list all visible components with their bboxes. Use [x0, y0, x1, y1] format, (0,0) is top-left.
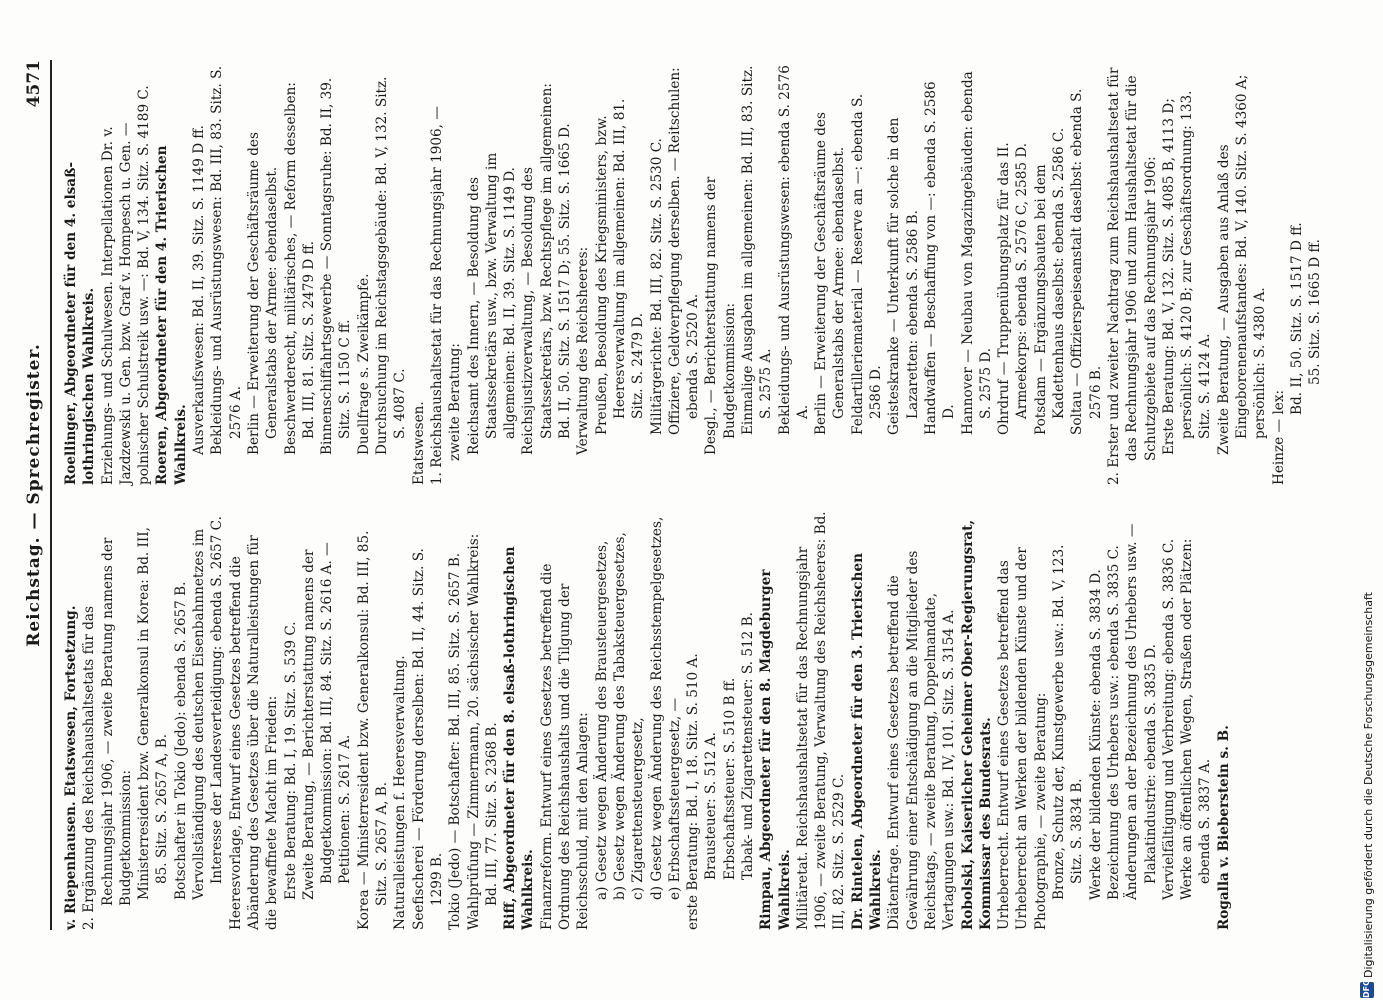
register-entry: Beschwerderecht, militärisches, — Reform desselben: Bd. III, 81. Sitz. S. 2479 D ff.	[282, 82, 317, 455]
register-entry: Roeren, Abgeordneter für den 4. Trierischen Wahlkreis.	[154, 145, 189, 485]
right-column	[62, 65, 1324, 485]
register-entry: Vervollständigung des deutschen Eisenbahnnetzes im Interesse der Landesverteidigung: ebenda S. 2657 C.	[191, 516, 226, 900]
register-entry: e) Erbschaftssteuergesetz, —	[666, 697, 683, 900]
footer-strip	[1356, 0, 1383, 1000]
register-entry: Etatswesen.	[410, 401, 427, 485]
register-entry: Soltau — Offizierspeiseanstalt daselbst: ebenda S. 2576 B.	[1069, 88, 1104, 435]
header-rule	[50, 60, 52, 930]
register-entry: Berlin — Erweiterung der Geschäftsräume des Generalstabs der Armee: ebendaselbst.	[813, 112, 848, 435]
register-entry: c) Zigarettensteuergesetz,	[630, 717, 647, 900]
register-entry: Feldartilleriematerial — Reserve an —: ebenda S. 2586 D.	[849, 93, 885, 435]
register-entry: Seefischerei — Förderung derselben: Bd. II, 44. Sitz. S. 1299 B.	[410, 548, 445, 930]
register-entry: Werke der bildenden Künste: ebenda S. 3834 D.	[1087, 569, 1104, 900]
register-entry: Erziehungs- und Schulwesen. Interpellationen Dr. v. Jazdzewski u. Gen. bzw. Graf v. Hompesch u. Gen. — polnischer Schulstreik usw. —: Bd. V, 134. Sitz. S. 4189 C.	[99, 85, 153, 485]
register-entry: d) Gesetz wegen Änderung des Reichsstempelgesetzes,	[648, 516, 665, 900]
register-entry: 1. Reichshaushaltsetat für das Rechnungsjahr 1906, — zweite Beratung:	[428, 106, 464, 485]
register-entry: Erbschaftssteuer: S. 510 B ff.	[721, 677, 738, 880]
register-entry: Ministerresident bzw. Generalkonsul in Korea: Bd. III, 85. Sitz. S. 2657 A, B.	[136, 527, 171, 900]
register-entry: Heinze — lex:	[1270, 389, 1287, 485]
left-column	[62, 510, 1233, 930]
register-entry: Zweite Beratung, — Berichterstattung namens der Budgetkommission: Bd. III, 84. Sitz. S. 2616 A. — Petitionen: S. 2617 A.	[300, 542, 354, 900]
register-entry: Diätenfrage. Entwurf eines Gesetzes betreffend die Gewährung einer Entschädigung an die Mitglieder des Reichstags, — zweite Beratung, Doppelmandate, Vertagungen usw.: Bd. IV, 101. Sitz. S. 3154 A.	[886, 550, 958, 930]
register-entry: Ohrdruf — Truppenübungsplatz für das II. Armeekorps: ebenda S. 2576 C, 2585 D.	[996, 142, 1031, 435]
register-entry: Geisteskranke — Unterkunft für solche in den Lazaretten: ebenda S. 2586 B.	[886, 117, 921, 435]
register-entry: 55. Sitz. S. 1665 D ff.	[1307, 239, 1324, 385]
register-entry: Tokio (Jedo) — Botschafter: Bd. III, 85. Sitz. S. 2657 B.	[447, 552, 464, 930]
register-entry: Verwaltung des Reichsheeres:	[575, 246, 592, 455]
register-entry: Offiziere, Geldverpflegung derselben. — Reitschulen: ebenda S. 2520 A.	[666, 67, 702, 435]
register-entry: Finanzreform. Entwurf eines Gesetzes betreffend die Ordnung des Reichshaushalts und die Tilgung der Reichsschuld, mit den Anlagen:	[538, 563, 592, 930]
register-entry: Roellinger, Abgeordneter für den 4. elsaß-lothringischen Wahlkreis.	[63, 161, 98, 485]
register-entry: erste Beratung: Bd. I, 18. Sitz. S. 510 A.	[685, 653, 702, 930]
register-entry: Bronze, Schutz der, Kunstgewerbe usw.: Bd. V, 123. Sitz. S. 3834 B.	[1051, 544, 1086, 900]
register-entry: Desgl., — Berichterstattung namens der Budgetkommission:	[703, 176, 738, 455]
register-entry: Militärgerichte: Bd. III, 82. Sitz. S. 2530 C.	[648, 138, 665, 435]
register-entry: Reichsjustizverwaltung, — Besoldung des Staatssekretärs, bzw. Rechtspflege im allgemeinen: Bd. II, 50. Sitz. S. 1517 D; 55. Sitz. S. 1665 D.	[520, 83, 574, 455]
register-entry: Preußen, Besoldung des Kriegsministers, bzw. Heeresverwaltung im allgemeinen: Bd. III, 81. Sitz. S. 2479 D.	[593, 98, 647, 435]
register-entry: Ausverkaufswesen: Bd. II, 39. Sitz. S. 1149 D ff.	[191, 125, 208, 455]
register-entry: 2. Erster und zweiter Nachtrag zum Reichshaushaltsetat für das Rechnungsjahr 1906 und zum Haushaltsetat für die Schutzgebiete auf das Rechnungsjahr 1906:	[1105, 67, 1159, 485]
register-entry: v. Riepenhausen. Etatswesen, Fortsetzung.	[63, 605, 79, 930]
register-entry: Bezeichnung des Urhebers usw.: ebenda S. 3835 C.	[1105, 545, 1122, 900]
register-entry: Binnenschiffahrtsgewerbe — Sonntagsruhe: Bd. II, 39. Sitz. S. 1150 C ff.	[319, 77, 354, 455]
register-entry: Tabak- und Zigarettensteuer: S. 512 B.	[739, 612, 756, 880]
register-entry: Rogalla v. Bieberstein s. B.	[1215, 725, 1232, 930]
register-entry: Naturalleistungen f. Heeresverwaltung.	[392, 655, 409, 930]
register-entry: Botschafter in Tokio (Jedo): ebenda S. 2657 B.	[172, 581, 189, 900]
register-entry: Erste Beratung: Bd. I, 19. Sitz. S. 539 C.	[282, 621, 299, 900]
register-entry: Handwaffen — Beschaffung von —: ebenda S. 2586 D.	[922, 81, 958, 435]
register-entry: Potsdam — Ergänzungsbauten bei dem Kadettenhaus daselbst: ebenda S. 2586 C.	[1032, 127, 1068, 435]
register-entry: Durchsuchung im Reichstagsgebäude: Bd. V, 132. Sitz. S. 4087 C.	[374, 76, 409, 455]
register-entry: Vervielfältigung und Verbreitung: ebenda S. 3836 C.	[1160, 538, 1177, 900]
register-entry: Urheberrecht. Entwurf eines Gesetzes betreffend das Urheberrecht an Werken der bildenden Künste und der Photographie, — zweite Beratung:	[996, 547, 1049, 930]
register-entry: Bekleidungs- und Ausrüstungswesen: Bd. III, 83. Sitz. S. 2576 A.	[209, 65, 244, 455]
register-entry: Erste Beratung: Bd. V, 132. Sitz. S. 4085 B, 4113 D; persönlich: S. 4120 B; zur Geschäftsordnung: 133. Sitz. S. 4124 A.	[1160, 90, 1214, 455]
register-entry: Korea — Ministerresident bzw. Generalkonsul: Bd. III, 85. Sitz. S. 2657 A, B.	[355, 530, 391, 930]
register-entry: Zweite Beratung, — Ausgaben aus Anlaß des Eingeborenenaufstandes: Bd. V, 140. Sitz. S. 4360 A; persönlich: S. 4380 A.	[1215, 74, 1269, 455]
register-entry: Riff, Abgeordneter für den 8. elsaß-lothringischen Wahlkreis.	[502, 546, 537, 930]
register-entry: Brausteuer: S. 512 A.	[703, 732, 720, 880]
register-entry: Rimpau, Abgeordneter für den 8. Magdeburger Wahlkreis.	[758, 569, 793, 930]
register-entry: Duellfrage s. Zweikämpfe.	[355, 273, 372, 455]
register-entry: Dr. Rintelen, Abgeordneter für den 3. Trierischen Wahlkreis.	[849, 553, 885, 930]
digitization-note: Digitalisierung gefördert durch die Deutsche Forschungsgemeinschaft	[1362, 592, 1375, 978]
dfg-logo: DFG	[1360, 982, 1374, 998]
register-entry: Militäretat. Reichshaushaltsetat für das Rechnungsjahr 1906, — zweite Beratung, Verwaltung des Reichsheeres: Bd. III, 82. Sitz. S. 2529 C.	[794, 511, 848, 930]
register-entry: Berlin — Erweiterung der Geschäftsräume des Generalstabs der Armee: ebendaselbst.	[245, 132, 281, 455]
register-entry: Einmalige Ausgaben im allgemeinen: Bd. III, 83. Sitz. S. 2575 A.	[739, 65, 775, 435]
register-entry: Bekleidungs- und Ausrüstungswesen: ebenda S. 2576 A.	[776, 65, 811, 435]
register-entry: a) Gesetz wegen Änderung des Brausteuergesetzes,	[593, 540, 610, 900]
register-entry: Robolski, Kaiserlicher Geheimer Ober-Regierungsrat, Kommissar des Bundesrats.	[959, 519, 994, 930]
page-number: 4571	[24, 60, 44, 108]
page-header	[20, 60, 50, 930]
register-entry: 2. Ergänzung des Reichshaushaltsetats für das Rechnungsjahr 1906, — zweite Beratung namens der Budgetkommission:	[81, 537, 134, 930]
running-title: Reichstag. — Sprechregister.	[24, 343, 44, 647]
register-entry: Heeresvorlage, Entwurf eines Gesetzes betreffend die Abänderung des Gesetzes über die Naturalleistungen für die bewaffnete Macht im Frieden:	[227, 535, 281, 930]
register-entry: Werke an öffentlichen Wegen, Straßen oder Plätzen: ebenda S. 3837 A.	[1179, 538, 1214, 900]
register-entry: Bd. II, 50. Sitz. S. 1517 D ff.	[1288, 222, 1305, 415]
register-entry: Reichsamt des Innern, — Besoldung des Staatssekretärs usw., bzw. Verwaltung im allgemeinen: Bd. II, 39. Sitz. S. 1149 D.	[465, 152, 519, 455]
register-entry: Wahlprüfung — Zimmermann, 20. sächsischer Wahlkreis: Bd. III, 77. Sitz. S. 2368 B.	[465, 533, 500, 930]
register-entry: Hannover — Neubau von Magazingebäuden: ebenda S. 2575 D.	[959, 71, 994, 435]
register-entry: b) Gesetz wegen Änderung des Tabaksteuergesetzes,	[611, 532, 628, 900]
register-entry: Änderungen an der Bezeichnung des Urhebers usw. — Plakatindustrie: ebenda S. 3835 D.	[1124, 523, 1159, 900]
